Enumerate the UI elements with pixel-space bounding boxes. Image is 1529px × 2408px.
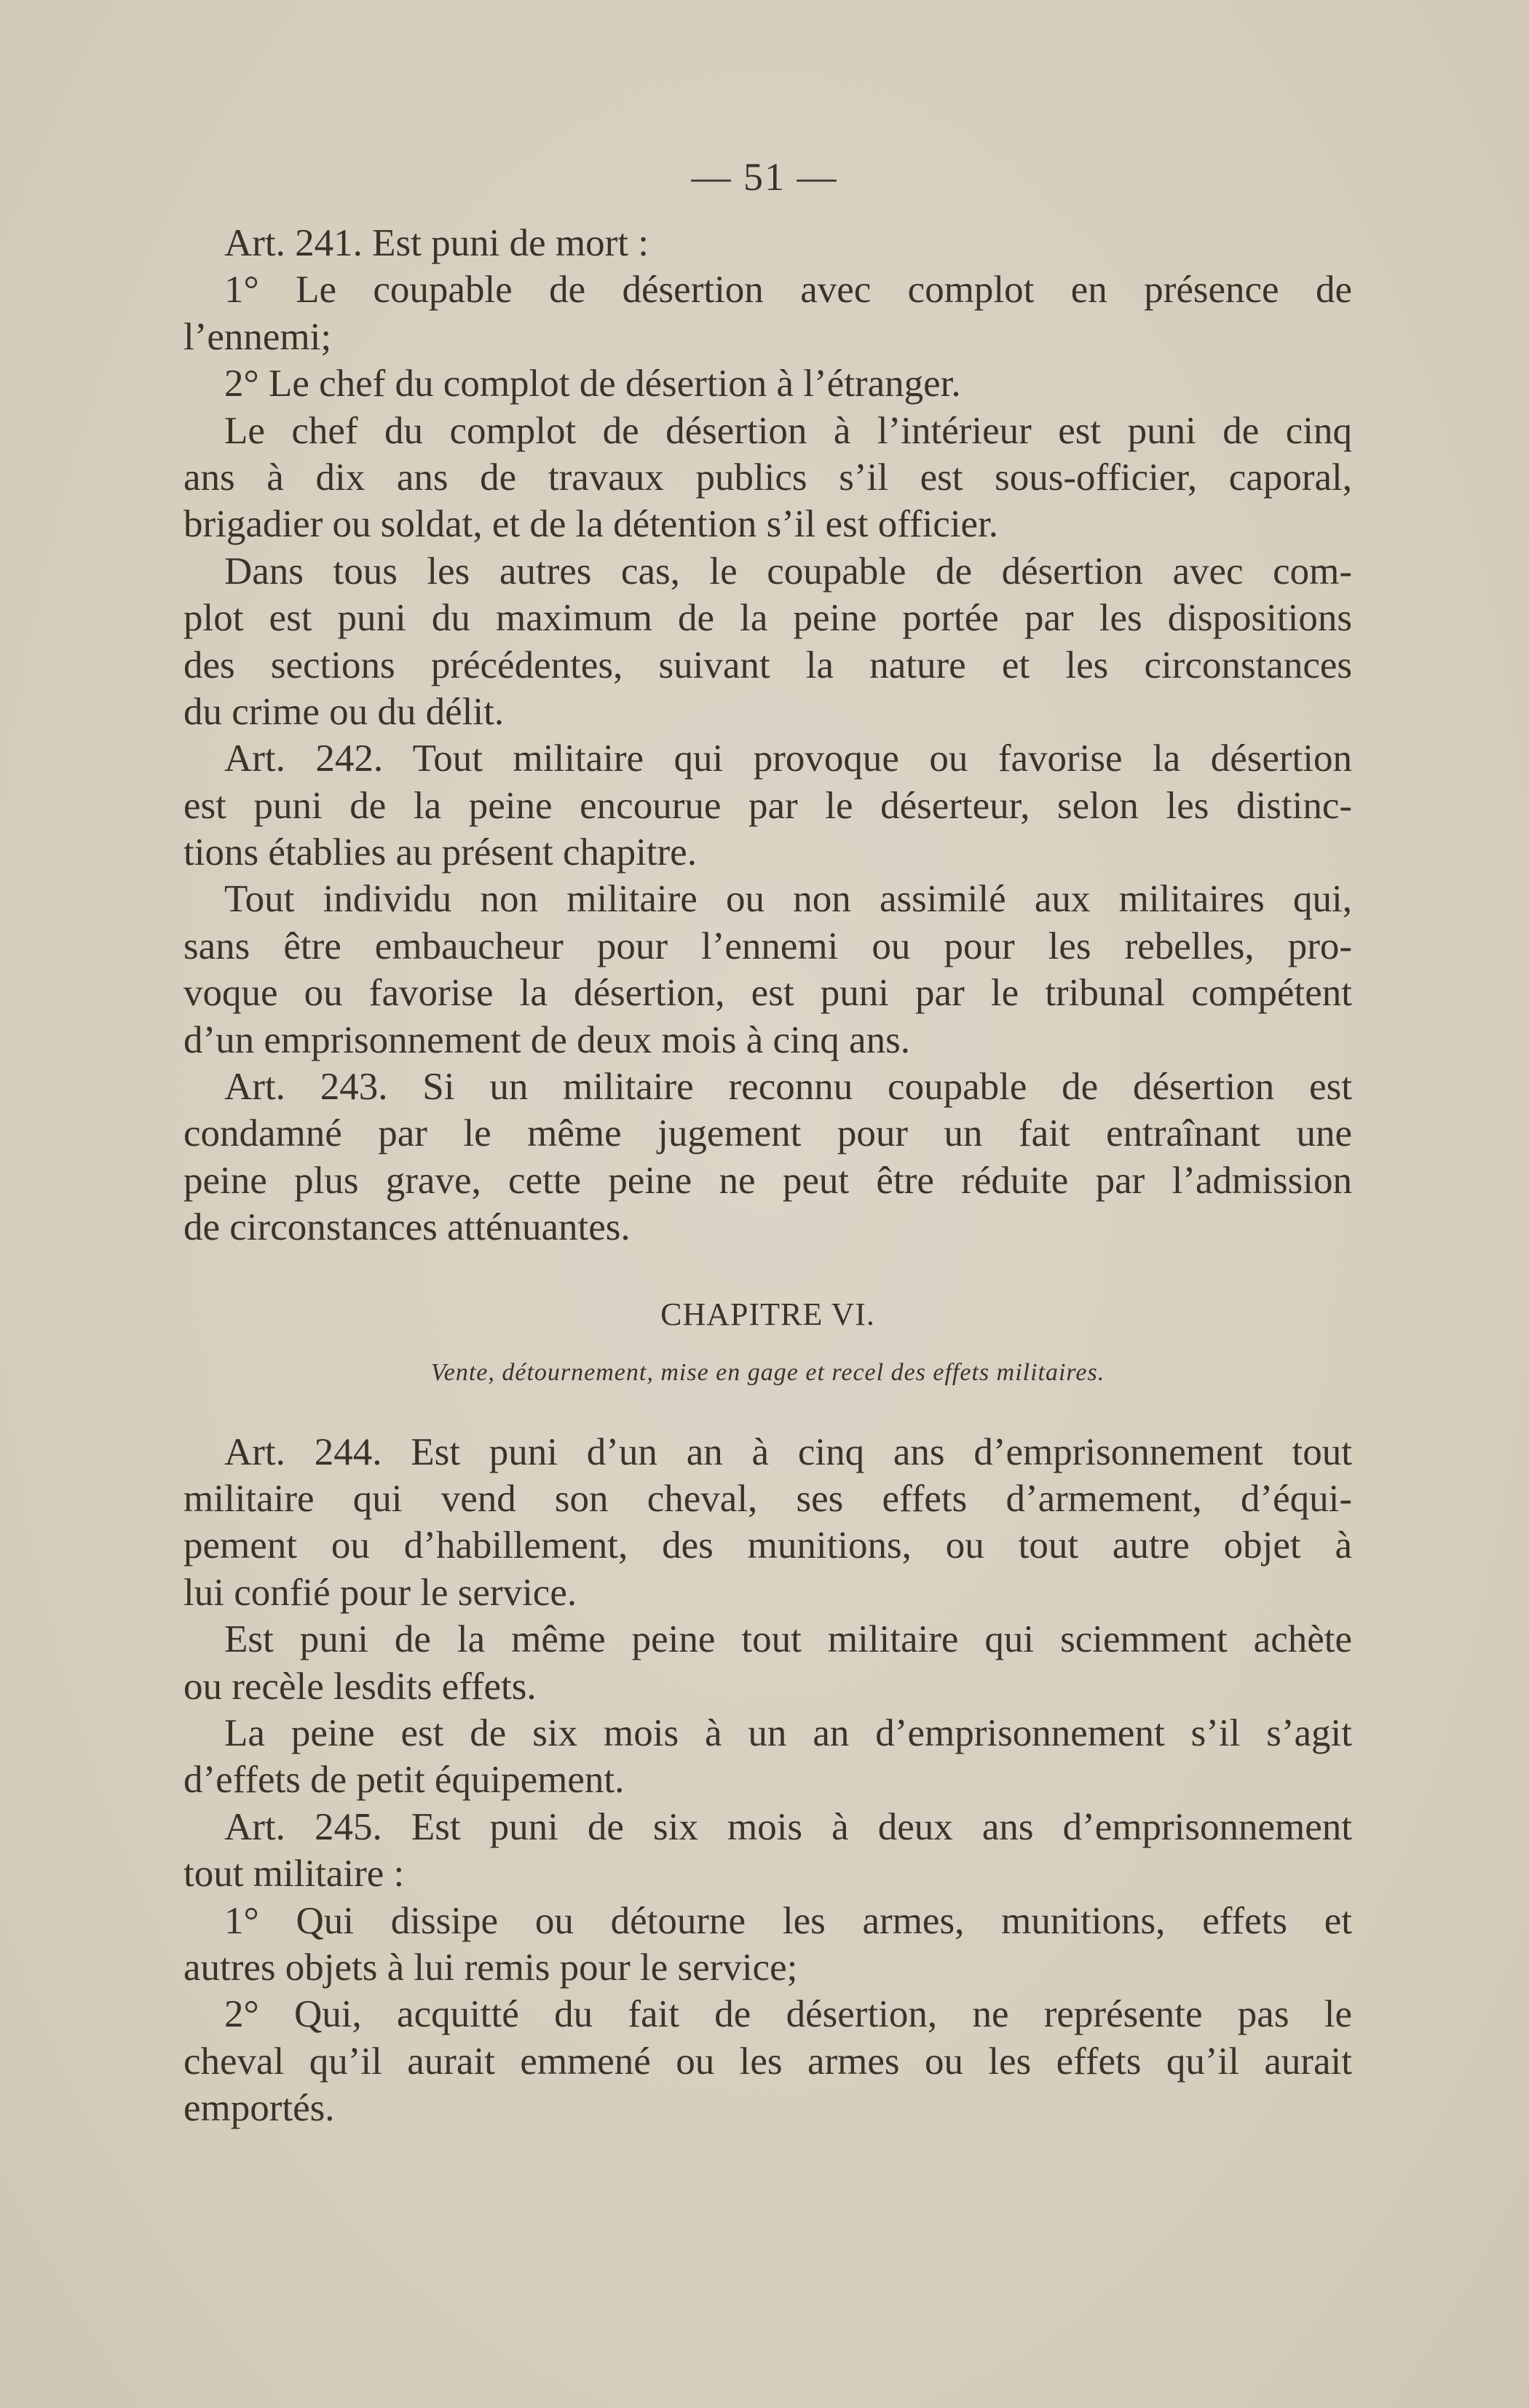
body-text [183,220,1352,2131]
text-line: militaire qui vend son cheval, ses effets d’armement, d’équi- [183,1477,1352,1520]
text-line: lui confié pour le service. [183,1571,577,1614]
text-line: Art. 244. Est puni d’un an à cinq ans d’emprisonnement tout [224,1430,1352,1473]
text-line: Art. 241. Est puni de mort : [224,222,649,264]
text-line: est puni de la peine encourue par le déserteur, selon les distinc- [183,784,1352,827]
text-line: autres objets à lui remis pour le service; [183,1946,798,1989]
text-line: 2° Qui, acquitté du fait de désertion, ne représente pas le [224,1993,1352,2036]
text-line: Art. 243. Si un militaire reconnu coupable de désertion est [224,1066,1352,1109]
text-line: Tout individu non militaire ou non assimilé aux militaires qui, [224,878,1352,921]
text-line: emportés. [183,2087,335,2130]
text-line: peine plus grave, cette peine ne peut être réduite par l’admission [183,1159,1352,1202]
text-line: 1° Le coupable de désertion avec complot en présence de [224,269,1352,312]
text-line: 2° Le chef du complot de désertion à l’étranger. [224,363,961,405]
text-line: brigadier ou soldat, et de la détention s’il est officier. [183,503,999,546]
text-line: d’effets de petit équipement. [183,1759,625,1802]
chapter-subtitle: Vente, détournement, mise en gage et recel des effets militaires. [430,1358,1105,1386]
text-line: La peine est de six mois à un an d’emprisonnement s’il s’agit [224,1711,1352,1754]
text-line: ou recèle lesdits effets. [183,1665,537,1708]
text-line: plot est puni du maximum de la peine portée par les dispositions [183,597,1352,640]
articles-244-245 [183,1429,1352,2132]
text-line: de circonstances atténuantes. [183,1206,631,1249]
text-line: Dans tous les autres cas, le coupable de désertion avec com- [224,550,1352,593]
text-line: sans être embaucheur pour l’ennemi ou pour les rebelles, pro- [183,924,1352,967]
text-line: du crime ou du délit. [183,690,505,733]
text-line: Art. 245. Est puni de six mois à deux ans d’emprisonnement [224,1805,1352,1848]
text-line: condamné par le même jugement pour un fait entraînant une [183,1112,1352,1155]
text-line: voque ou favorise la désertion, est puni par le tribunal compétent [183,972,1352,1015]
text-line: l’ennemi; [183,315,332,358]
text-line: ans à dix ans de travaux publics s’il est sous-officier, caporal, [183,456,1352,499]
articles-241-243 [183,220,1352,1251]
text-line: tout militaire : [183,1853,405,1896]
text-line: Art. 242. Tout militaire qui provoque ou favorise la désertion [224,737,1352,780]
page-number: — 51 — [691,155,838,199]
text-line: Le chef du complot de désertion à l’intérieur est puni de cinq [224,409,1352,452]
chapter-heading: CHAPITRE VI. [660,1296,875,1332]
text-line: des sections précédentes, suivant la nature et les circonstances [183,643,1352,686]
text-line: 1° Qui dissipe ou détourne les armes, munitions, effets et [224,1899,1352,1942]
text-line: d’un emprisonnement de deux mois à cinq ans. [183,1018,910,1061]
text-line: cheval qu’il aurait emmené ou les armes ou les effets qu’il aurait [183,2040,1352,2083]
text-line: pement ou d’habillement, des munitions, ou tout autre objet à [183,1524,1352,1567]
text-line: tions établies au présent chapitre. [183,831,697,874]
text-line: Est puni de la même peine tout militaire qui sciemment achète [224,1618,1352,1661]
